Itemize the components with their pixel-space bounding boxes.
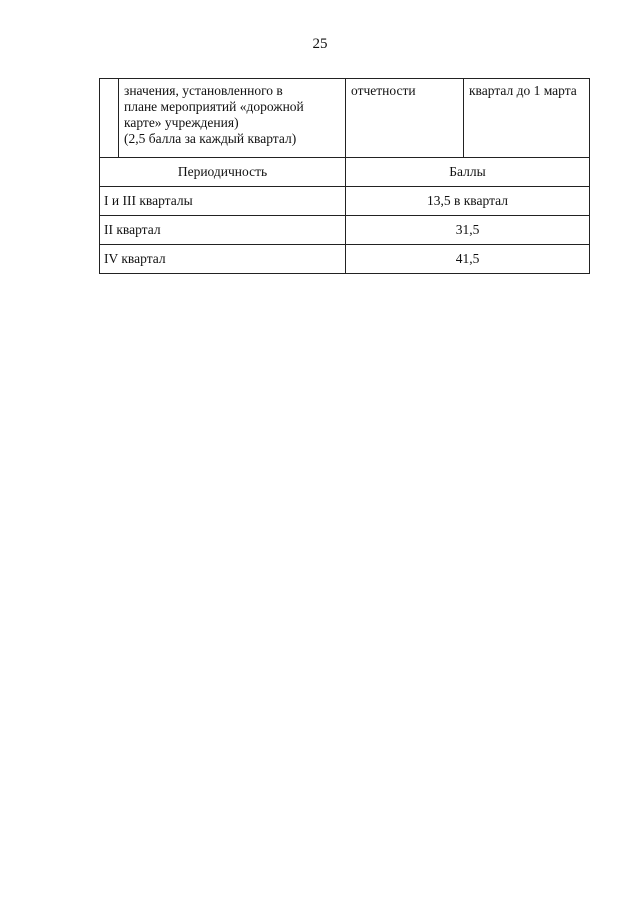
page-number: 25 [312,36,328,52]
table-row [100,245,590,274]
period-label: I и III кварталы [100,187,346,216]
criteria-table [99,78,590,274]
continuation-description: значения, установленного в плане мероприятий «дорожной карте» учреждения) (2,5 балла за каждый квартал) [124,83,304,146]
header-periodicity: Периодичность [100,158,346,187]
row-number-column [100,79,119,157]
continuation-description-cell [100,79,346,158]
points-value: 13,5 в квартал [346,187,590,216]
table-header-row [100,158,590,187]
period-label: II квартал [100,216,346,245]
table-row [100,216,590,245]
table-row [100,187,590,216]
points-value: 31,5 [346,216,590,245]
continuation-deadline: квартал до 1 марта [464,79,590,158]
points-value: 41,5 [346,245,590,274]
continuation-source: отчетности [346,79,464,158]
period-label: IV квартал [100,245,346,274]
continuation-row [100,79,590,158]
header-points: Баллы [346,158,590,187]
